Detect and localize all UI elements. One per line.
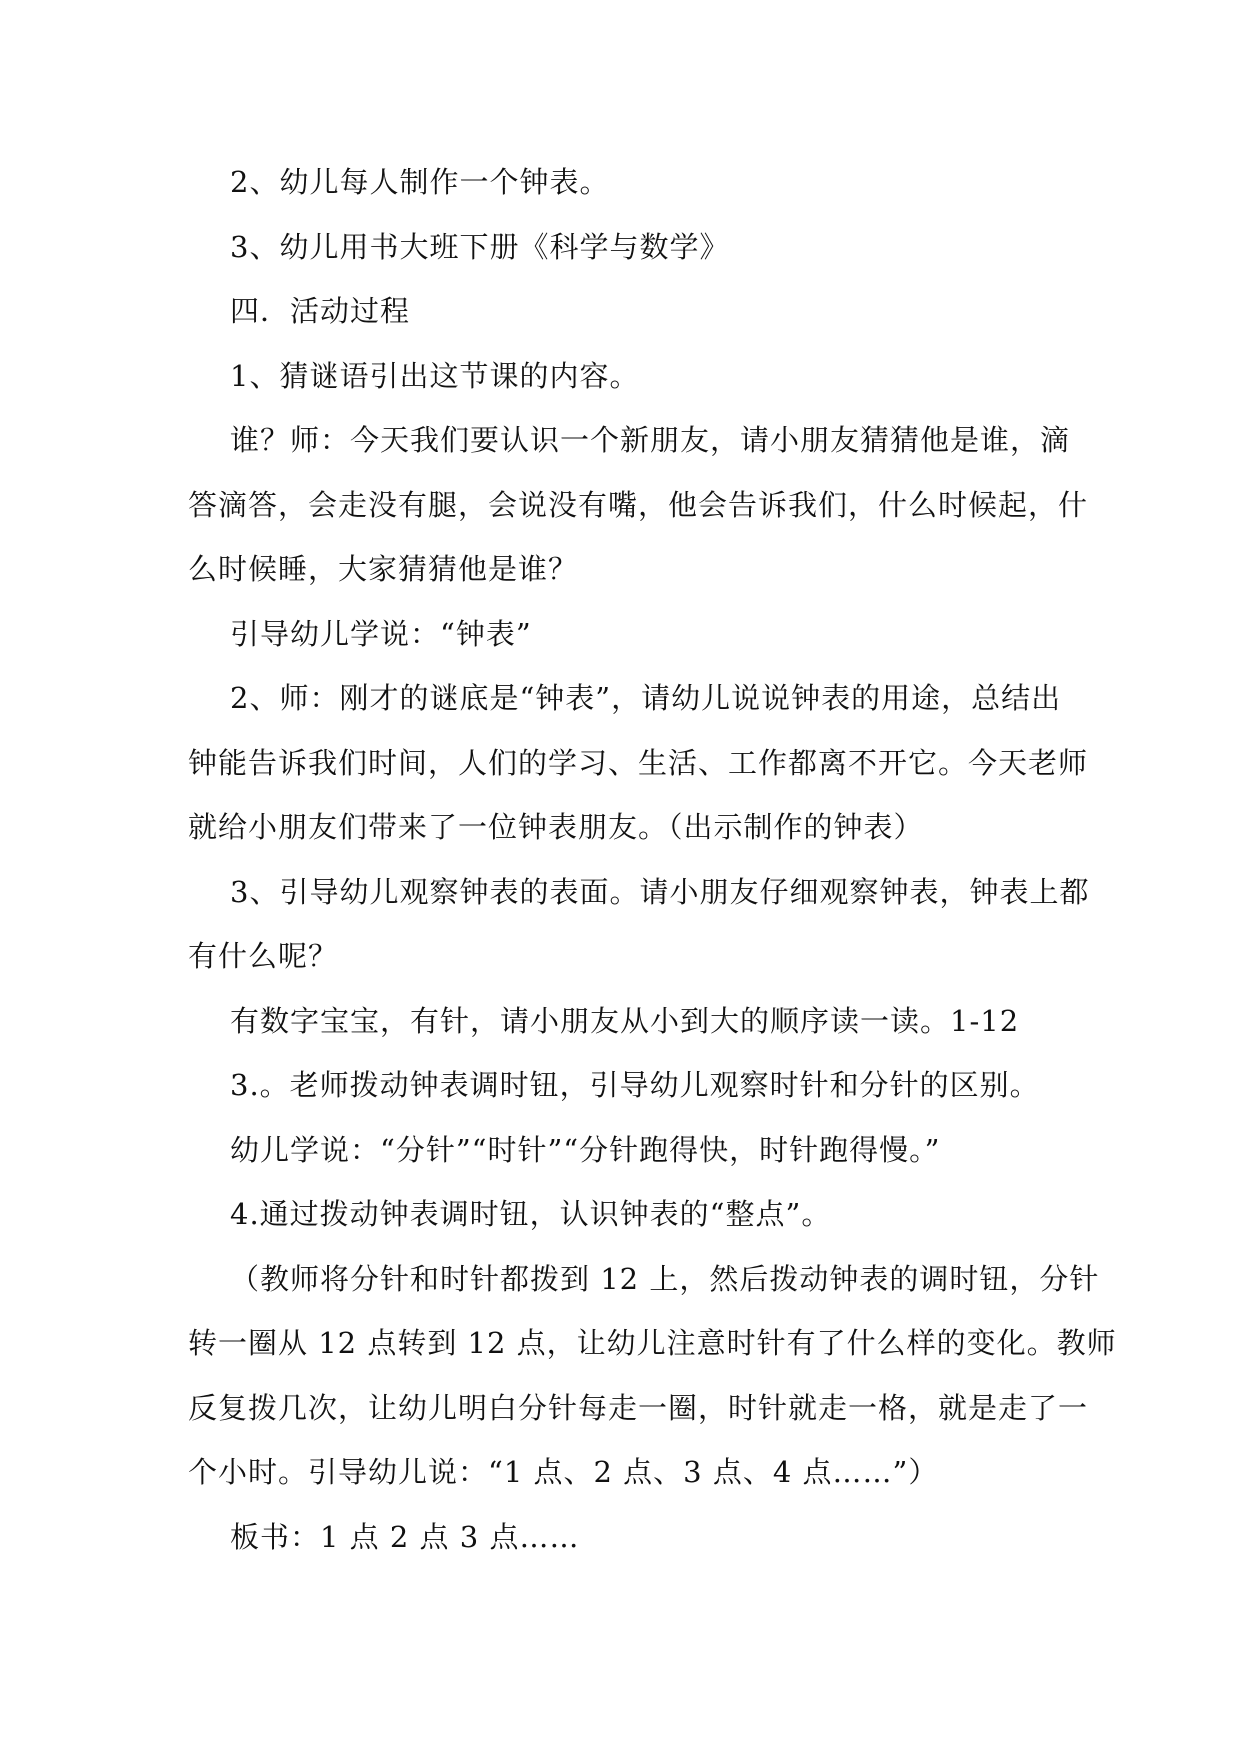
paragraph-line: 就给小朋友们带来了一位钟表朋友。（出示制作的钟表） bbox=[188, 810, 924, 844]
paragraph-line: 个小时。引导幼儿说：“1 点、2 点、3 点、4 点……”） bbox=[188, 1455, 939, 1489]
paragraph-line: 反复拨几次，让幼儿明白分针每走一圈，时针就走一格，就是走了一 bbox=[188, 1390, 1089, 1425]
paragraph-line: （教师将分针和时针都拨到 12 上，然后拨动钟表的调时钮，分针 bbox=[230, 1261, 1100, 1296]
paragraph-line: 有什么呢？ bbox=[188, 939, 339, 973]
paragraph bbox=[188, 860, 1090, 989]
paragraph-line: 3、引导幼儿观察钟表的表面。请小朋友仔细观察钟表，钟表上都 bbox=[230, 874, 1090, 909]
paragraph bbox=[188, 1118, 1068, 1183]
paragraph-line: 四．活动过程 bbox=[230, 294, 411, 328]
paragraph bbox=[188, 666, 1089, 860]
paragraph-line: 板书：1 点 2 点 3 点…… bbox=[230, 1519, 580, 1554]
paragraph bbox=[188, 408, 1089, 602]
paragraph bbox=[188, 1182, 1068, 1247]
paragraph-line: 钟能告诉我们时间，人们的学习、生活、工作都离不开它。今天老师 bbox=[188, 745, 1089, 780]
paragraph bbox=[188, 279, 1068, 344]
document-body bbox=[188, 150, 1117, 1569]
paragraph-line: 2、师：刚才的谜底是“钟表”，请幼儿说说钟表的用途，总结出 bbox=[230, 681, 1062, 715]
paragraph-line: 1、猜谜语引出这节课的内容。 bbox=[230, 358, 640, 393]
paragraph-line: 4.通过拨动钟表调时钮，认识钟表的“整点”。 bbox=[230, 1197, 832, 1231]
paragraph bbox=[188, 150, 1068, 215]
paragraph-line: 么时候睡，大家猜猜他是谁？ bbox=[188, 552, 579, 586]
paragraph-line: 幼儿学说：“分针”“时针”“分针跑得快，时针跑得慢。” bbox=[230, 1132, 941, 1167]
paragraph-line: 3、幼儿用书大班下册《科学与数学》 bbox=[230, 229, 730, 264]
paragraph-line: 转一圈从 12 点转到 12 点，让幼儿注意时针有了什么样的变化。教师 bbox=[188, 1326, 1117, 1360]
paragraph bbox=[188, 602, 1068, 667]
paragraph-line: 答滴答，会走没有腿，会说没有嘴，他会告诉我们，什么时候起，什 bbox=[188, 487, 1089, 522]
paragraph bbox=[188, 1247, 1117, 1505]
paragraph bbox=[188, 989, 1068, 1054]
paragraph-line: 2、幼儿每人制作一个钟表。 bbox=[230, 165, 610, 199]
paragraph bbox=[188, 344, 1068, 409]
paragraph-line: 有数字宝宝，有针，请小朋友从小到大的顺序读一读。1-12 bbox=[230, 1003, 1020, 1038]
paragraph-line: 3.。老师拨动钟表调时钮，引导幼儿观察时针和分针的区别。 bbox=[230, 1068, 1040, 1102]
paragraph-line: 引导幼儿学说：“钟表” bbox=[230, 616, 532, 651]
paragraph bbox=[188, 1505, 1068, 1570]
paragraph bbox=[188, 215, 1068, 280]
paragraph-line: 谁？师：今天我们要认识一个新朋友，请小朋友猜猜他是谁，滴 bbox=[230, 423, 1071, 457]
paragraph bbox=[188, 1053, 1068, 1118]
